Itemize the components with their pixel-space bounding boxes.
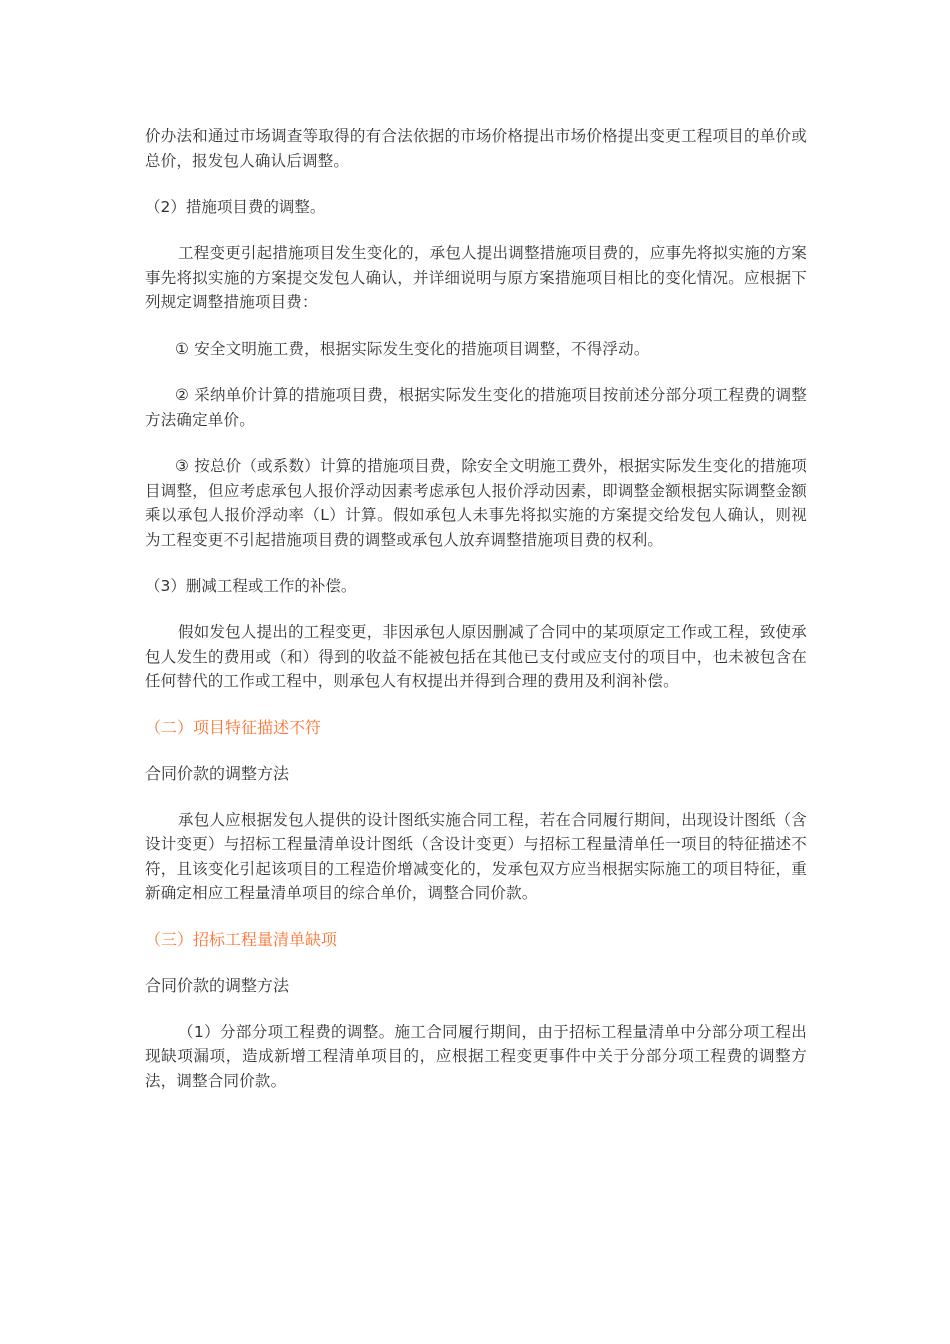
list-item-safety-fee: ① 安全文明施工费，根据实际发生变化的措施项目调整，不得浮动。	[175, 339, 650, 358]
paragraph-deletion-compensation: 假如发包人提出的工程变更，非因承包人原因删减了合同中的某项原定工作或工程，致使承包人发生的费用或（和）得到的收益不能被包括在其他已支付或应支付的项目中，也未被包含在任何替代的工作或工程中，则承包人有权提出并得到合理的费用及利润补偿。	[145, 623, 807, 690]
numbered-heading-deletion-compensation: （3）删减工程或工作的补偿。	[145, 577, 357, 595]
numbered-heading-measures-adjustment: （2）措施项目费的调整。	[145, 198, 326, 216]
document-body	[145, 124, 807, 1115]
list-item-lump-sum-measures: ③ 按总价（或系数）计算的措施项目费，除安全文明施工费外，根据实际发生变化的措施项目调整，但应考虑承包人报价浮动因素考虑承包人报价浮动因素，即调整金额根据实际调整金额乘以承包人报价浮动率（L）计算。假如承包人未事先将拟实施的方案提交给发包人确认，则视为工程变更不引起措施项目费的调整或承包人放弃调整措施项目费的权利。	[145, 457, 807, 549]
subheading-adjustment-method: 合同价款的调整方法	[145, 763, 290, 783]
paragraph-continuation: 价办法和通过市场调查等取得的有合法依据的市场价格提出市场价格提出变更工程项目的单价或总价，报发包人确认后调整。	[145, 127, 807, 170]
paragraph-measures-change: 工程变更引起措施项目发生变化的，承包人提出调整措施项目费的，应事先将拟实施的方案事先将拟实施的方案提交发包人确认，并详细说明与原方案措施项目相比的变化情况。应根据下列规定调整措施项目费：	[145, 244, 807, 311]
section-heading-feature-mismatch: （二）项目特征描述不符	[145, 717, 322, 737]
paragraph-bill-omission: （1）分部分项工程费的调整。施工合同履行期间，由于招标工程量清单中分部分项工程出现缺项漏项，造成新增工程清单项目的，应根据工程变更事件中关于分部分项工程费的调整方法，调整合同价款。	[145, 1022, 807, 1090]
list-item-unit-price-measures: ② 采纳单价计算的措施项目费，根据实际发生变化的措施项目按前述分部分项工程费的调整方法确定单价。	[145, 386, 807, 429]
section-heading-bill-omission: （三）招标工程量清单缺项	[145, 929, 338, 949]
paragraph-feature-mismatch: 承包人应根据发包人提供的设计图纸实施合同工程，若在合同履行期间，出现设计图纸（含设计变更）与招标工程量清单设计图纸（含设计变更）与招标工程量清单任一项目的特征描述不符，且该变化引起该项目的工程造价增减变化的，发承包双方应当根据实际施工的项目特征，重新确定相应工程量清单项目的综合单价，调整合同价款。	[145, 810, 807, 902]
subheading-adjustment-method-2: 合同价款的调整方法	[145, 975, 290, 995]
